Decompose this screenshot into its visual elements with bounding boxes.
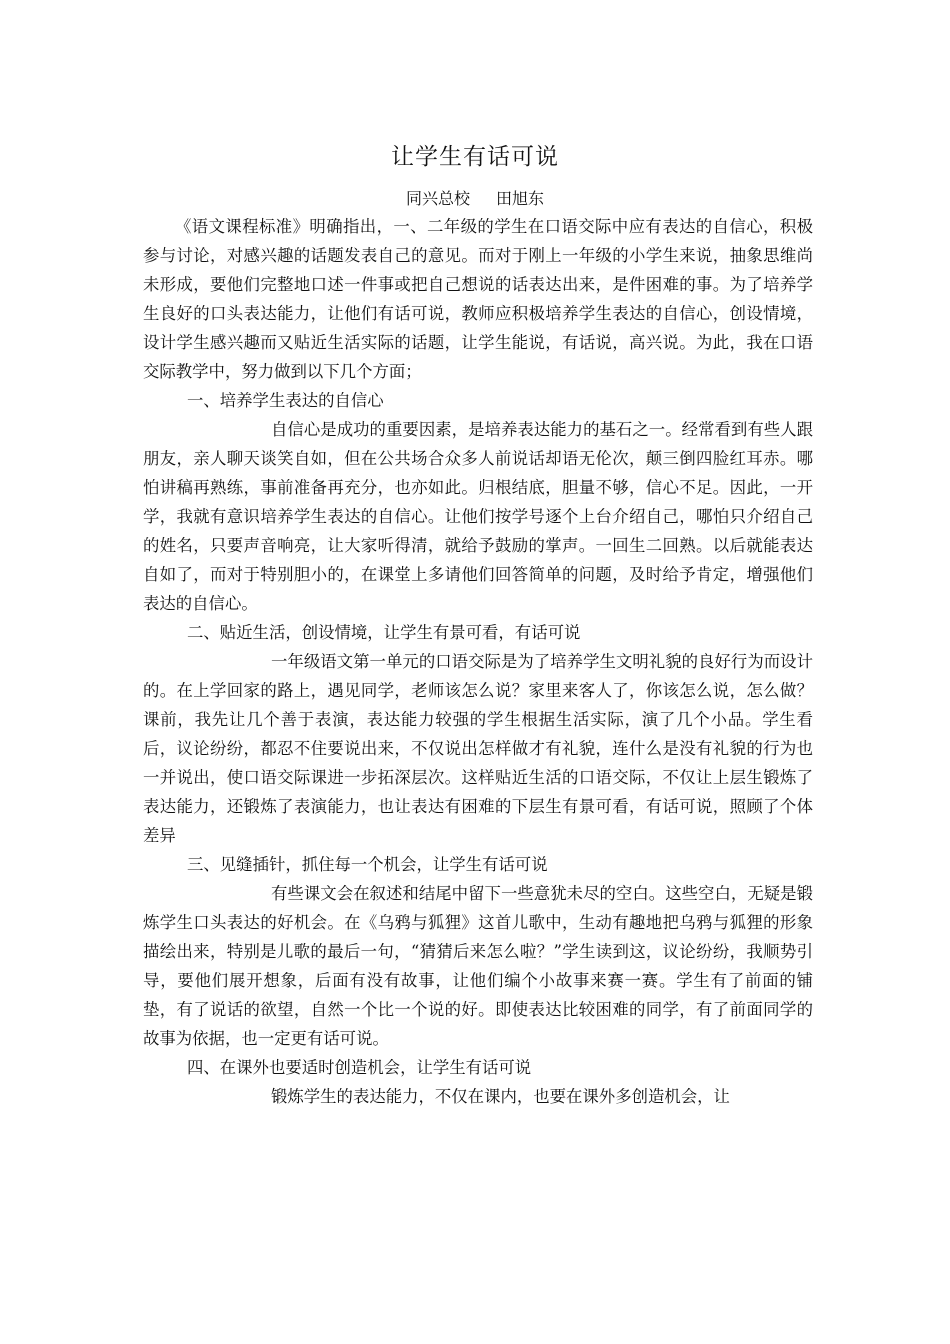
document-title: 让学生有话可说 <box>391 144 559 170</box>
byline-school: 同兴总校 <box>405 189 470 208</box>
section-heading-1: 一、培养学生表达的自信心 <box>187 391 384 410</box>
document-body <box>143 212 813 1111</box>
section-paragraph-2: 一年级语文第一单元的口语交际是为了培养学生文明礼貌的良好行为而设计的。在上学回家的路上，遇见同学，老师该怎么说？家里来客人了，你该怎么说，怎么做？课前，我先让几个善于表演，表达能力较强的学生根据生活实际，演了几个小品。学生看后，议论纷纷，都忍不住要说出来，不仅说出怎样做才有礼貌，连什么是没有礼貌的行为也一并说出，使口语交际课进一步拓深层次。这样贴近生活的口语交际，不仅让上层生锻炼了表达能力，还锻炼了表演能力，也让表达有困难的下层生有景可看，有话可说，照顾了个体差异 <box>143 652 813 845</box>
byline <box>0 186 950 212</box>
section-paragraph-1: 自信心是成功的重要因素，是培养表达能力的基石之一。经常看到有些人跟朋友，亲人聊天谈笑自如，但在公共场合众多人前说话却语无伦次，颠三倒四脸红耳赤。哪怕讲稿再熟练，事前准备再充分，也亦如此。归根结底，胆量不够，信心不足。因此，一开学，我就有意识培养学生表达的自信心。让他们按学号逐个上台介绍自己，哪怕只介绍自己的姓名，只要声音响亮，让大家听得清，就给予鼓励的掌声。一回生二回熟。以后就能表达自如了，而对于特别胆小的，在课堂上多请他们回答简单的问题，及时给予肯定，增强他们表达的自信心。 <box>143 420 813 613</box>
section-paragraph-4: 锻炼学生的表达能力，不仅在课内，也要在课外多创造机会，让 <box>271 1087 730 1106</box>
intro-paragraph: 《语文课程标准》明确指出，一、二年级的学生在口语交际中应有表达的自信心，积极参与讨论，对感兴趣的话题发表自己的意见。而对于刚上一年级的小学生来说，抽象思维尚未形成，要他们完整地口述一件事或把自己想说的话表达出来，是件困难的事。为了培养学生良好的口头表达能力，让他们有话可说，教师应积极培养学生表达的自信心，创设情境，设计学生感兴趣而又贴近生活实际的话题，让学生能说，有话说，高兴说。为此，我在口语交际教学中，努力做到以下几个方面； <box>143 217 813 381</box>
section-heading-3: 三、见缝插针，抓住每一个机会，让学生有话可说 <box>187 855 548 874</box>
section-heading-2: 二、贴近生活，创设情境，让学生有景可看，有话可说 <box>187 623 581 642</box>
section-heading-4: 四、在课外也要适时创造机会，让学生有话可说 <box>187 1058 532 1077</box>
byline-author: 田旭东 <box>496 189 545 208</box>
section-paragraph-3: 有些课文会在叙述和结尾中留下一些意犹未尽的空白。这些空白，无疑是锻炼学生口头表达的好机会。在《乌鸦与狐狸》这首儿歌中，生动有趣地把乌鸦与狐狸的形象描绘出来，特别是儿歌的最后一句，“猜猜后来怎么啦？”学生读到这，议论纷纷，我顺势引导，要他们展开想象，后面有没有故事，让他们编个小故事来赛一赛。学生有了前面的铺垫，有了说话的欲望，自然一个比一个说的好。即使表达比较困难的同学，有了前面同学的故事为依据，也一定更有话可说。 <box>143 884 813 1048</box>
